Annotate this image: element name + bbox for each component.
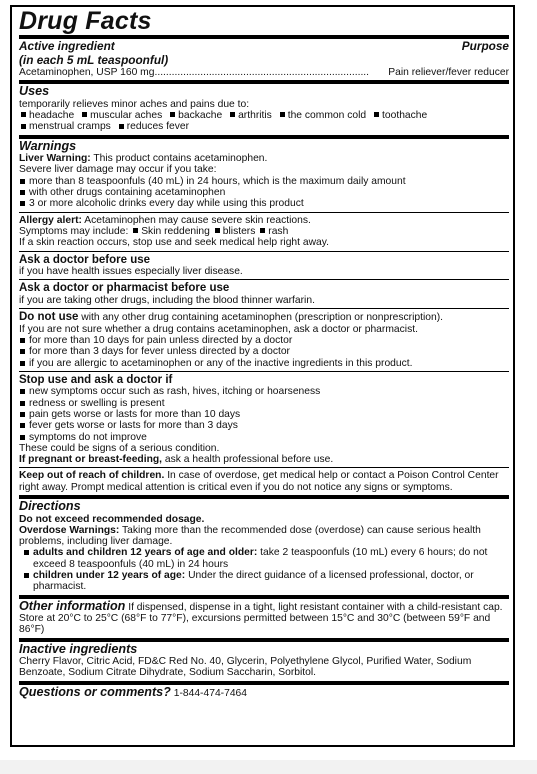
list-item: if you are allergic to acetaminophen or any of the inactive ingredients in this product.: [19, 358, 509, 369]
directions-heading: Directions: [19, 499, 81, 514]
stop-note: These could be signs of a serious condition.: [19, 442, 220, 454]
dosage-warning: Do not exceed recommended dosage.: [19, 513, 205, 525]
allergy-alert: Allergy alert: Acetaminophen may cause severe skin reactions. Symptoms may include: Skin reddening blisters rash If a skin reaction occurs, stop use and seek medical help right away.: [19, 212, 509, 249]
stop-use-list: [19, 386, 509, 442]
list-item: redness or swelling is present: [19, 398, 509, 409]
directions-section: [19, 495, 509, 595]
bottom-strip: [0, 760, 537, 774]
warnings-section: [19, 135, 509, 495]
leader-dots: ...........................................................................: [154, 67, 370, 78]
liver-warning: Liver Warning: This product contains acetaminophen.: [19, 153, 268, 165]
uses-item: reduces fever: [117, 121, 189, 132]
active-ingredient-heading: Active ingredient: [19, 39, 115, 53]
ask-doctor: [19, 251, 509, 278]
questions-phone: 1-844-474-7464: [170, 687, 248, 699]
warnings-heading: Warnings: [19, 138, 77, 153]
list-item: adults and children 12 years of age and older: take 2 teaspoonfuls (10 mL) every 6 hours; do not exceed 8 teaspoonfuls (40 mL) in 24 hours: [23, 547, 509, 570]
list-item: fever gets worse or lasts for more than 3 days: [19, 420, 509, 431]
ask-pharmacist: [19, 279, 509, 306]
list-item: pain gets worse or lasts for more than 10 days: [19, 409, 509, 420]
uses-item: headache: [19, 110, 74, 121]
uses-section: [19, 80, 509, 134]
drug-facts-title: Drug Facts: [19, 7, 152, 35]
active-ingredient-section: [19, 35, 509, 80]
list-item: for more than 3 days for fever unless directed by a doctor: [19, 346, 509, 357]
stop-use-heading: Stop use and ask a doctor if: [19, 373, 173, 386]
ingredient-purpose: Pain reliever/fever reducer: [388, 67, 509, 78]
questions-heading: Questions or comments?: [19, 684, 171, 699]
uses-item: arthritis: [228, 110, 272, 121]
directions-list: [19, 547, 509, 592]
drug-facts-panel: [10, 5, 515, 747]
inactive-ingredients-heading: Inactive ingredients: [19, 641, 138, 656]
uses-item: toothache: [372, 110, 427, 121]
list-item: for more than 10 days for pain unless directed by a doctor: [19, 335, 509, 346]
list-item: 3 or more alcoholic drinks every day while using this product: [19, 198, 509, 209]
purpose-heading: Purpose: [461, 39, 509, 53]
list-item: new symptoms occur such as rash, hives, itching or hoarseness: [19, 386, 509, 397]
uses-list: [19, 110, 509, 133]
uses-item: muscular aches: [80, 110, 162, 121]
ask-pharmacist-text: if you are taking other drugs, including the blood thinner warfarin.: [19, 294, 315, 306]
list-item: with other drugs containing acetaminophen: [19, 187, 509, 198]
questions-section: [19, 681, 509, 700]
pregnant-note: If pregnant or breast-feeding, ask a health professional before use.: [19, 454, 334, 466]
ask-doctor-text: if you have health issues especially liver disease.: [19, 266, 243, 278]
list-item: symptoms do not improve: [19, 432, 509, 443]
other-information-text: If dispensed, dispense in a tight, light resistant container with a child-resistant cap.: [125, 601, 503, 613]
uses-item: backache: [168, 110, 222, 121]
symptoms-line: Symptoms may include: Skin reddening blisters rash: [19, 225, 289, 237]
ask-pharmacist-heading: Ask a doctor or pharmacist before use: [19, 282, 230, 295]
ask-doctor-heading: Ask a doctor before use: [19, 253, 151, 266]
keep-out-of-reach: Keep out of reach of children. In case of overdose, get medical help or contact a Poison Control Center right away. Prompt medical attention is critical even if you do not notice any signs or symptoms.: [19, 467, 509, 493]
do-not-use-list: [19, 335, 509, 369]
active-ingredient-subheading: (in each 5 mL teaspoonful): [19, 52, 169, 67]
skin-reaction-text: If a skin reaction occurs, stop use and seek medical help right away.: [19, 237, 330, 249]
list-item: more than 8 teaspoonfuls (40 mL) in 24 hours, which is the maximum daily amount: [19, 176, 509, 187]
overdose-warning: Overdose Warnings: Taking more than the recommended dose (overdose) can cause serious health problems, including liver damage.: [19, 524, 481, 548]
liver-warning-list: [19, 176, 509, 210]
uses-item: the common cold: [278, 110, 366, 121]
other-information-section: [19, 595, 509, 638]
list-item: children under 12 years of age: Under the direct guidance of a licensed professional, doctor, or pharmacist.: [23, 570, 509, 593]
uses-heading: Uses: [19, 84, 50, 99]
do-not-use: Do not use with any other drug containing acetaminophen (prescription or nonprescription). If you are not sure whether a drug contains acetaminophen, ask a doctor or pharmacist. for more than 10 days for pain unless directed by a doctor for more than 3 days for fever unless directed by a doctor if you are allergic to acetaminophen or any of the inactive ingredients in this product.: [19, 308, 509, 369]
liver-intro: Severe liver damage may occur if you take:: [19, 164, 217, 176]
ingredient-name: Acetaminophen, USP 160 mg: [19, 67, 155, 78]
other-information-heading: Other information: [19, 598, 126, 613]
inactive-ingredients-section: [19, 638, 509, 681]
inactive-ingredients-text: Cherry Flavor, Citric Acid, FD&C Red No. 40, Glycerin, Polyethylene Glycol, Purified Water, Sodium Benzoate, Sodium Citrate Dihydrate, Sodium Saccharin, Sorbitol.: [19, 656, 472, 679]
stop-use: [19, 371, 509, 466]
storage-text: Store at 20°C to 25°C (68°F to 77°F), excursions permitted between 15°C and 30°C (between 59°F and 86°F): [19, 613, 491, 636]
uses-item: menstrual cramps: [19, 121, 111, 132]
uses-intro: temporarily relieves minor aches and pains due to:: [19, 98, 250, 110]
